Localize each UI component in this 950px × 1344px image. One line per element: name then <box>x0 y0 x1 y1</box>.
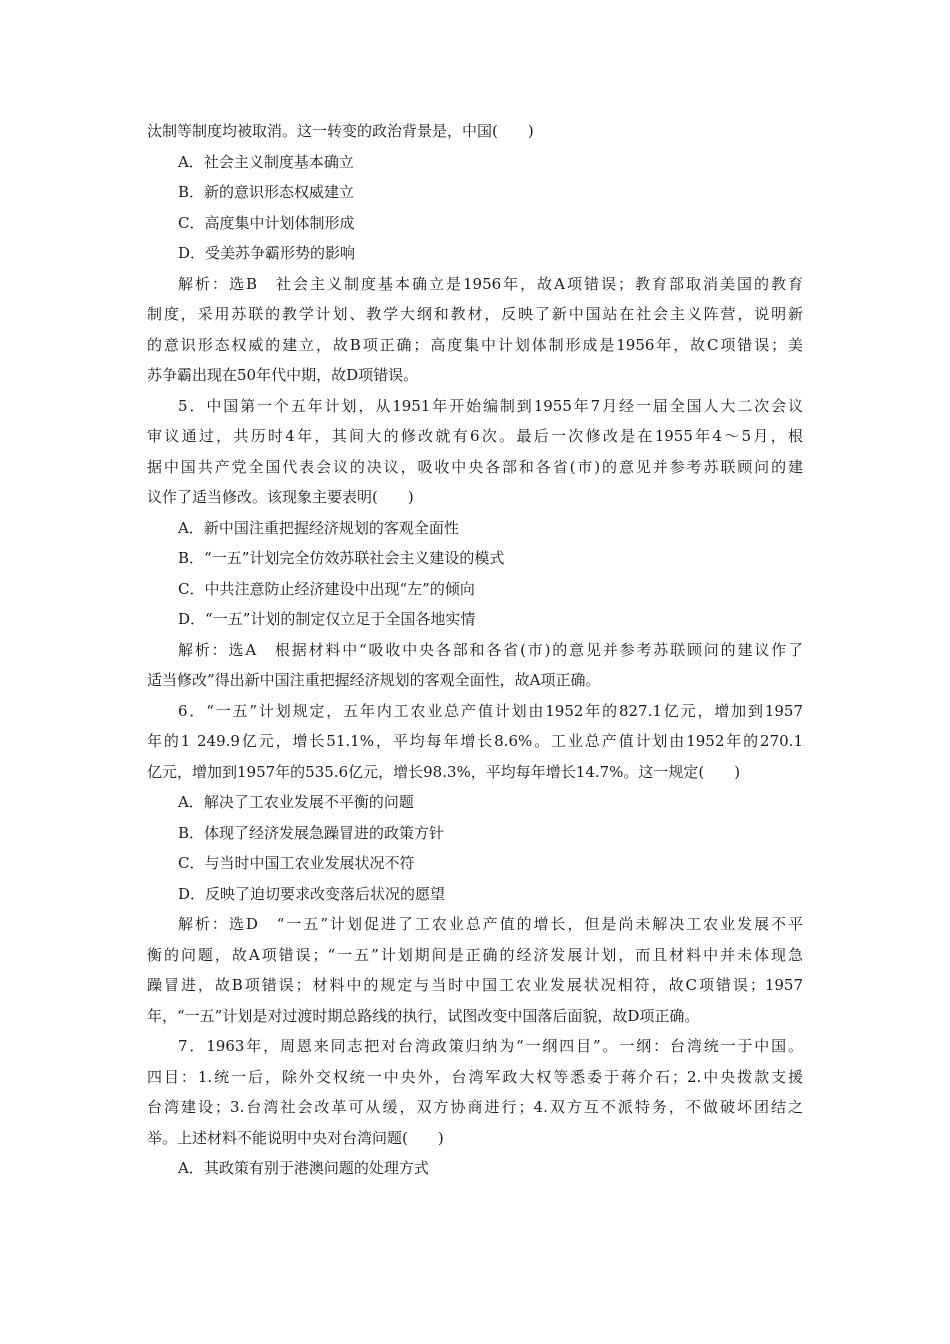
question-7-line: 7．1963年，周恩来同志把对台湾政策归纳为“一纲四目”。一纲：台湾统一于中国。 <box>178 1037 803 1055</box>
option-d: D．受美苏争霸形势的影响 <box>178 244 356 262</box>
question-5-line: 议作了适当修改。该现象主要表明( ) <box>147 488 414 506</box>
option-a: A．解决了工农业发展不平衡的问题 <box>178 793 414 811</box>
analysis-line: 解析：选B 社会主义制度基本确立是1956年，故A项错误；教育部取消美国的教育 <box>178 274 803 293</box>
analysis-line: 苏争霸出现在50年代中期，故D项错误。 <box>147 366 419 384</box>
analysis-line: 的意识形态权威的建立，故B项正确；高度集中计划体制形成是1956年，故C项错误；美 <box>147 335 803 354</box>
analysis-line: 解析：选A 根据材料中“吸收中央各部和各省(市)的意见并参考苏联顾问的建议作了 <box>178 640 803 659</box>
question-5-line: 据中国共产党全国代表会议的决议，吸收中央各部和各省(市)的意见并参考苏联顾问的建 <box>147 457 803 476</box>
text-line: 汰制等制度均被取消。这一转变的政治背景是，中国( ) <box>147 122 534 140</box>
option-a: A．其政策有别于港澳问题的处理方式 <box>178 1159 429 1177</box>
option-a: A．新中国注重把握经济规划的客观全面性 <box>178 518 459 537</box>
question-6-line: 年的1 249.9亿元，增长51.1%，平均每年增长8.6%。工业总产值计划由1952年的270.1 <box>147 732 803 750</box>
option-c: C．与当时中国工农业发展状况不符 <box>178 854 415 872</box>
analysis-line: 解析：选D “一五”计划促进了工农业总产值的增长，但是尚未解决工农业发展不平 <box>178 915 803 933</box>
question-5-line: 审议通过，共历时4年，其间大的修改就有6次。最后一次修改是在1955年4～5月，根 <box>147 427 803 445</box>
question-7-line: 台湾建设；3.台湾社会改革可从缓，双方协商进行；4.双方互不派特务，不做破坏团结之 <box>147 1098 803 1116</box>
analysis-line: 适当修改”得出新中国注重把握经济规划的客观全面性，故A项正确。 <box>147 671 601 689</box>
option-d: D．反映了迫切要求改变落后状况的愿望 <box>178 884 446 903</box>
option-c: C．高度集中计划体制形成 <box>178 213 355 232</box>
option-a: A．社会主义制度基本确立 <box>178 152 354 171</box>
analysis-line: 年，“一五”计划是对过渡时期总路线的执行，试图改变中国落后面貌，故D项正确。 <box>147 1006 700 1025</box>
option-b: B．新的意识形态权威建立 <box>178 183 355 201</box>
question-7-line: 四目：1.统一后，除外交权统一中央外，台湾军政大权等悉委于蒋介石；2.中央拨款支援 <box>147 1067 803 1086</box>
question-6-line: 亿元，增加到1957年的535.6亿元，增长98.3%，平均每年增长14.7%。这一规定( ) <box>147 762 741 781</box>
question-5-line: 5．中国第一个五年计划，从1951年开始编制到1955年7月经一届全国人大二次会议 <box>178 396 803 415</box>
option-b: B．“一五”计划完全仿效苏联社会主义建设的模式 <box>178 549 505 567</box>
option-c: C．中共注意防止经济建设中出现“左”的倾向 <box>178 579 475 598</box>
question-6-line: 6．“一五”计划规定，五年内工农业总产值计划由1952年的827.1亿元，增加到1957 <box>178 701 803 720</box>
analysis-line: 躁冒进，故B项错误；材料中的规定与当时中国工农业发展状况相符，故C项错误；1957 <box>147 976 803 994</box>
document-page <box>147 116 803 1184</box>
analysis-line: 制度，采用苏联的教学计划、教学大纲和教材，反映了新中国站在社会主义阵营，说明新 <box>147 305 803 323</box>
question-7-line: 举。上述材料不能说明中央对台湾问题( ) <box>147 1128 444 1147</box>
option-d: D．“一五”计划的制定仅立足于全国各地实情 <box>178 610 476 628</box>
option-b: B．体现了经济发展急躁冒进的政策方针 <box>178 823 445 842</box>
analysis-line: 衡的问题，故A项错误；“一五”计划期间是正确的经济发展计划，而且材料中并未体现急 <box>147 945 803 964</box>
